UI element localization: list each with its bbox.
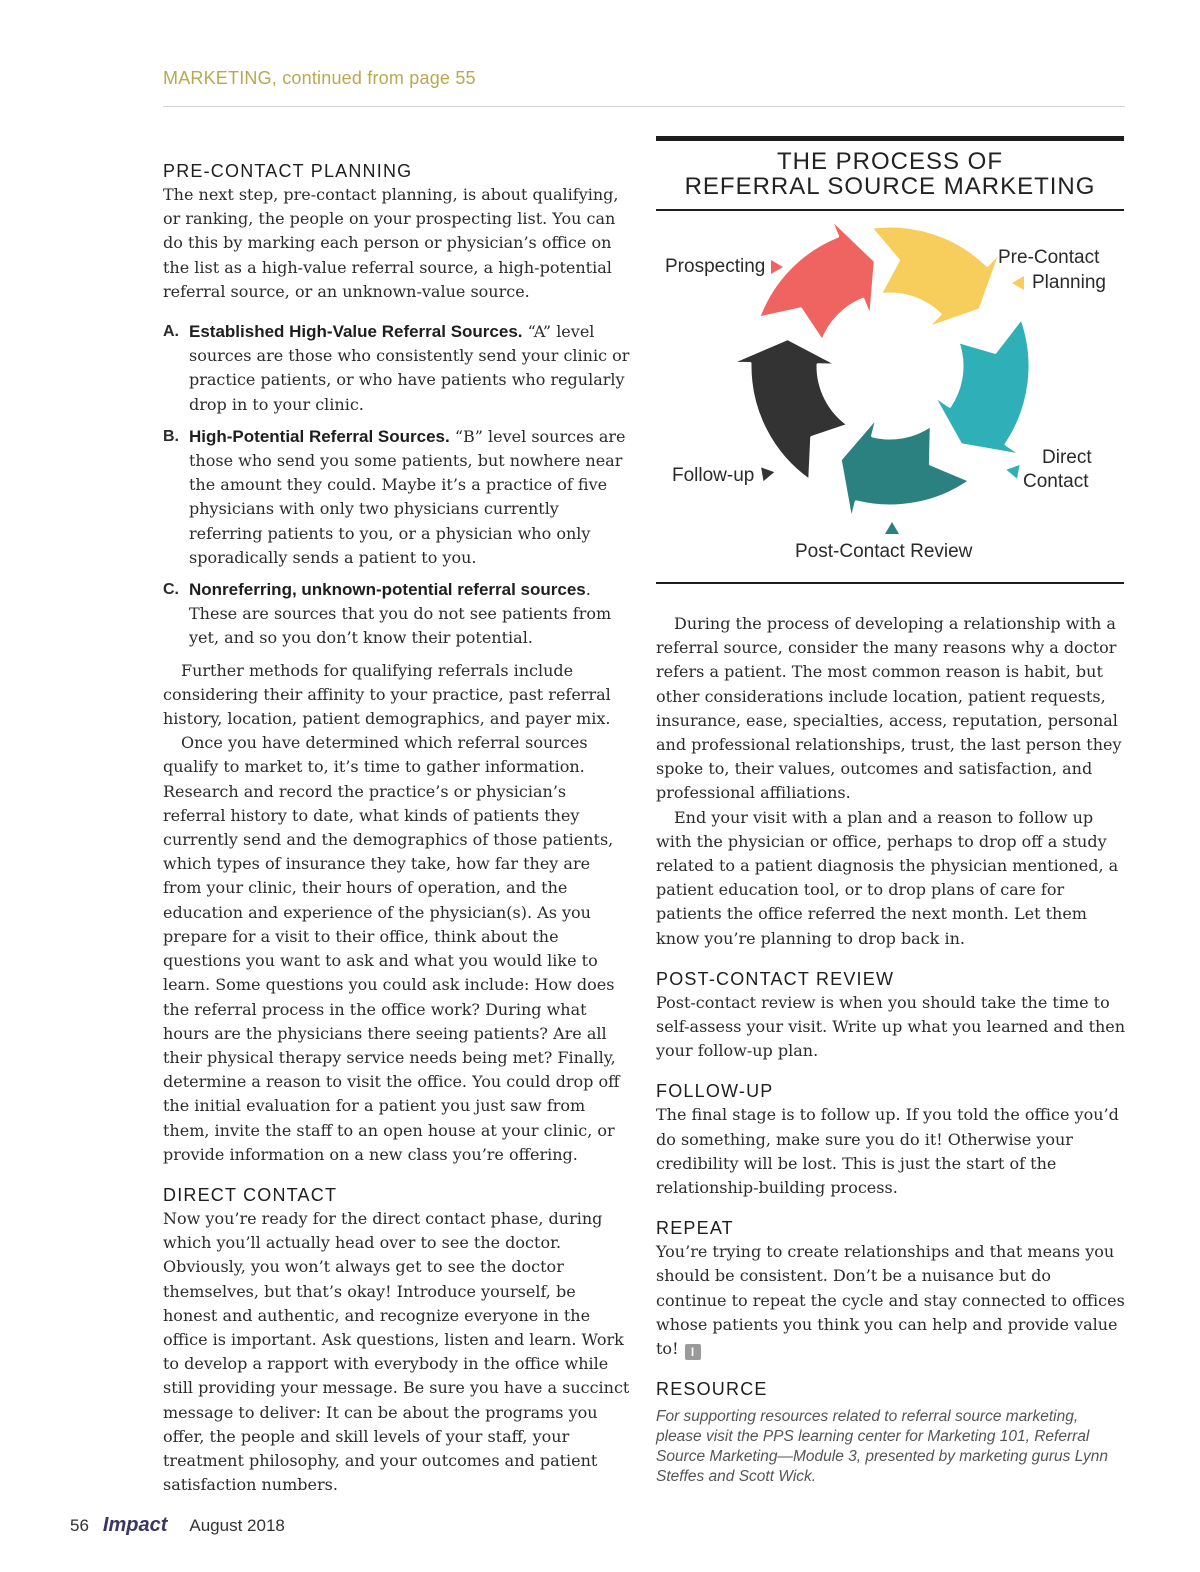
list-item-a	[163, 320, 631, 417]
label-precontact-2: Planning	[1032, 272, 1106, 293]
cycle-ring	[656, 136, 1124, 586]
direct-contact-heading: DIRECT CONTACT	[163, 1184, 338, 1205]
arrow-postcontact-icon	[885, 522, 899, 534]
ring-segment-direct	[933, 318, 1030, 455]
process-diagram	[656, 136, 1124, 586]
research-paragraph: Once you have determined which referral sources qualify to market to, it’s time to gather information. Research and record the practice’s or physician’s referral history to date, what kinds of patients they currently send and the demographics of those patients, which types of insurance they take, how far they are from your clinic, their hours of operation, and the education and experience of the physician(s). As you prepare for a visit to their office, think about the questions you want to ask and what you would like to learn. Some questions you could ask include: How does the referral process in the office work? During what hours are the physicians there seeing patients? Are all their physical therapy service needs being met? Finally, determine a reason to visit the office. You could drop off the initial evaluation for a patient you just saw from them, invite the staff to an open house at your clinic, or provide information on a new class you’re offering.	[163, 733, 620, 1164]
diagram-title-line1: THE PROCESS OF	[776, 148, 1004, 175]
arrow-prospecting-icon	[771, 260, 783, 274]
ring-segment-prospecting	[758, 218, 875, 342]
list-lead: High-Potential Referral Sources.	[189, 426, 450, 446]
continued-from-note: MARKETING, continued from page 55	[163, 68, 476, 88]
right-column	[656, 612, 1126, 1487]
ring-segment-postcontact	[840, 416, 970, 521]
follow-up-text: The final stage is to follow up. If you told the office you’d do something, make sure you do it! Otherwise your credibility will be lost. This is just the start of the relationship-building process.	[656, 1105, 1119, 1198]
diagram-bottom-rule	[656, 582, 1124, 584]
list-letter: C.	[163, 581, 179, 599]
reasons-paragraph: During the process of developing a relationship with a referral source, consider the many reasons why a doctor refers a patient. The most common reason is habit, but other considerations include location, patient requests, insurance, ease, specialties, access, reputation, personal and professional relationships, trust, the last person they spoke to, their values, outcomes and satisfaction, and professional affiliations.	[656, 614, 1122, 803]
follow-up-heading: FOLLOW-UP	[656, 1081, 774, 1102]
list-item-b	[163, 425, 631, 570]
repeat-text	[656, 1240, 1126, 1361]
repeat-text-body: You’re trying to create relationships and that means you should be consistent. Don’t be a nuisance but do continue to repeat the cycle and stay connected to offices whose patients you think you can help and provide value to!	[656, 1242, 1125, 1359]
list-lead: Nonreferring, unknown-potential referral sources	[189, 580, 586, 600]
diagram-title-line2: REFERRAL SOURCE MARKETING	[684, 173, 1096, 200]
repeat-heading: REPEAT	[656, 1218, 734, 1239]
resource-heading: RESOURCE	[656, 1379, 768, 1400]
ring-segment-followup	[730, 339, 849, 481]
list-text: . These are sources that you do not see patients from yet, and so you don’t know their potential.	[189, 580, 612, 648]
arrow-precontact-icon	[1012, 276, 1024, 290]
ring-segment-precontact	[871, 226, 1002, 329]
end-visit-paragraph: End your visit with a plan and a reason to follow up with the physician or office, perhaps to drop off a study related to a patient diagnosis the physician mentioned, a patient education tool, or to drop plans of care for patients the office referred the next month. Let them know you’re planning to drop back in.	[656, 807, 1119, 948]
label-followup: Follow-up	[672, 465, 755, 486]
page-number: 56	[70, 1516, 89, 1535]
list-text: “B” level sources are those who send you some patients, but nowhere near the amount they could. Maybe it’s a practice of five physicians with only two physicians currently referring patients to you, or a physician who only sporadically sends a patient to you.	[189, 426, 626, 567]
precontact-intro: The next step, pre-contact planning, is about qualifying, or ranking, the people on your prospecting list. You can do this by marking each person or physician’s office on the list as a high-value referral source, a high-potential referral source, or an unknown-value source.	[163, 185, 619, 301]
post-contact-text: Post-contact review is when you should take the time to self-assess your visit. Write up what you learned and then your follow-up plan.	[656, 992, 1126, 1061]
magazine-brand: Impact	[102, 1514, 168, 1536]
direct-contact-text: Now you’re ready for the direct contact phase, during which you’ll actually head over to see the doctor. Obviously, you won’t always get to see the doctor themselves, but that’s okay! Introduce yourself, be honest and authentic, and recognize everyone in the office is important. Ask questions, listen and learn. Work to develop a rapport with everybody in the office while still providing your message. Be sure you have a succinct message to deliver: It can be about the programs you offer, the people and skill levels of your staff, your treatment philosophy, and your outcomes and patient satisfaction numbers.	[163, 1208, 630, 1495]
page-footer	[70, 1514, 285, 1537]
list-letter: B.	[163, 427, 179, 445]
label-direct-2: Contact	[1023, 471, 1089, 492]
list-letter: A.	[163, 323, 179, 341]
left-column	[163, 159, 631, 1497]
issue-date: August 2018	[189, 1516, 285, 1535]
label-precontact-1: Pre-Contact	[998, 247, 1100, 268]
list-text: “A” level sources are those who consistently send your clinic or practice patients, or who have patients who regularly drop in to your clinic.	[189, 322, 630, 414]
label-postcontact: Post-Contact Review	[795, 541, 973, 562]
precontact-heading: PRE-CONTACT PLANNING	[163, 161, 413, 181]
post-contact-heading: POST-CONTACT REVIEW	[656, 968, 895, 989]
list-item-c	[163, 578, 631, 651]
qualifying-paragraph: Further methods for qualifying referrals include considering their affinity to your practice, past referral history, location, patient demographics, and payer mix.	[163, 660, 611, 729]
header-divider	[163, 106, 1125, 107]
resource-text: For supporting resources related to referral source marketing, please visit the PPS learning center for Marketing 101, Referral Source Marketing—Module 3, presented by marketing gurus Lynn Steffes and Scott Wick.	[656, 1408, 1109, 1486]
list-lead: Established High-Value Referral Sources.	[189, 322, 523, 342]
end-mark-icon: I	[685, 1344, 701, 1360]
label-prospecting: Prospecting	[665, 256, 766, 277]
label-direct-1: Direct	[1042, 447, 1092, 468]
